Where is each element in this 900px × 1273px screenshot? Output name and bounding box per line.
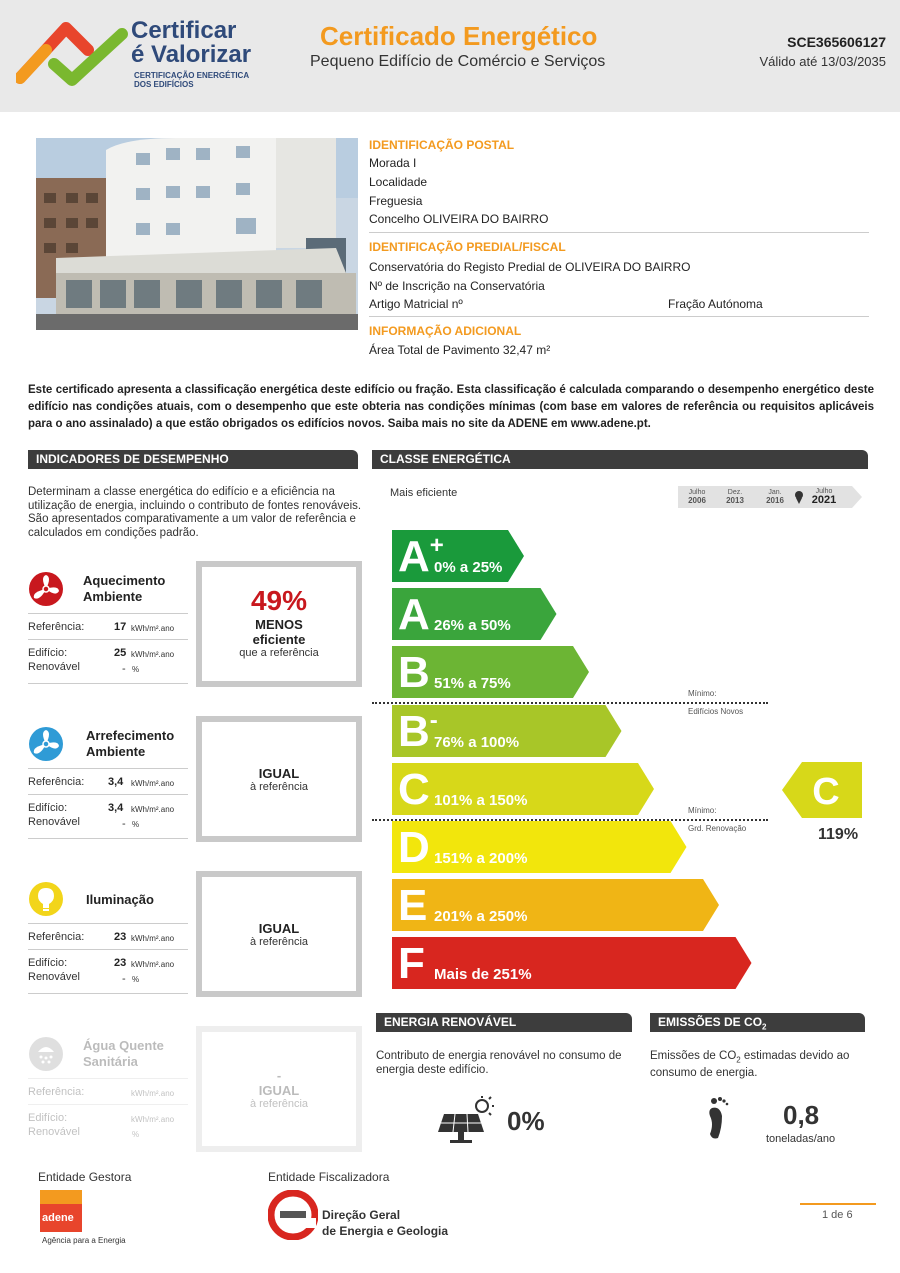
heating-ref-value: 17: [114, 621, 127, 633]
footprint-icon: [704, 1094, 734, 1142]
heating-ref-unit: kWh/m².ano: [131, 624, 175, 633]
hot-water-cmp-sub: à referência: [249, 1098, 309, 1110]
logo-title-line1: Certificar: [131, 17, 237, 44]
heating-cmp-t1: MENOS: [255, 617, 303, 632]
cooling-ref-value: 3,4: [108, 776, 124, 788]
renovavel-desc: Contributo de energia renovável no consumo de energia deste edifício.: [376, 1050, 622, 1076]
cooling-name1: Arrefecimento: [86, 728, 175, 743]
class-letter: A+: [398, 532, 444, 581]
class-range: 151% a 200%: [434, 850, 528, 867]
class-letter-sup: +: [429, 532, 444, 559]
mais-eficiente-label: Mais eficiente: [390, 487, 458, 499]
page-subtitle: Pequeno Edifício de Comércio e Serviços: [310, 53, 606, 70]
energy-class-arrow: [392, 705, 622, 757]
heating-renov-unit: %: [132, 665, 140, 674]
predial-artigo: Artigo Matricial nº: [369, 297, 463, 311]
class-range: 201% a 250%: [434, 908, 528, 926]
cooling-cmp-t1: IGUAL: [258, 766, 300, 781]
divider: [28, 993, 188, 994]
postal-localidade: Localidade: [369, 175, 428, 189]
lighting-edif-label: Edifício:: [28, 957, 68, 969]
adene-logo-text: adene: [42, 1212, 74, 1224]
indicator-lighting: [28, 873, 188, 995]
logo-subtitle-1: CERTIFICAÇÃO ENERGÉTICA: [134, 71, 250, 80]
indicator-heating: [28, 563, 188, 685]
dgeg-name-1: Direção Geral: [322, 1208, 401, 1222]
renovavel-heading: ENERGIA RENOVÁVEL: [376, 1013, 632, 1032]
hot-water-cmp-dash: -: [276, 1068, 282, 1083]
heating-name2: Ambiente: [83, 589, 143, 604]
class-range: 26% a 50%: [434, 617, 511, 635]
hot-water-edif-unit: kWh/m².ano: [131, 1115, 175, 1124]
divider: [28, 639, 188, 640]
hot-water-name1: Água Quente: [83, 1038, 164, 1053]
divider: [28, 794, 188, 795]
class-letter: B-: [398, 706, 438, 756]
postal-heading: IDENTIFICAÇÃO POSTAL: [369, 138, 515, 152]
co2-heading: EMISSÕES DE $CO_2$: [650, 1013, 865, 1032]
lighting-edif-value: 23: [114, 957, 127, 969]
cooling-ref-unit: kWh/m².ano: [131, 779, 175, 788]
cooling-name2: Ambiente: [86, 744, 146, 759]
class-range: 51% a 75%: [434, 675, 511, 693]
predial-heading: IDENTIFICAÇÃO PREDIAL/FISCAL: [369, 240, 566, 254]
logo-subtitle-2: DOS EDIFÍCIOS: [134, 80, 194, 89]
fiscal-label: Entidade Fiscalizadora: [268, 1170, 390, 1184]
min-novos-line: [372, 702, 768, 704]
min-novos-text: Edifícios Novos: [688, 707, 744, 716]
class-range: 0% a 25%: [434, 559, 503, 576]
energy-class-arrow: [392, 530, 524, 582]
result-class-arrow: [782, 762, 862, 818]
lighting-renov-value: -: [122, 973, 126, 985]
indicators-heading: INDICADORES DE DESEMPENHO: [28, 450, 358, 469]
class-range: Mais de 251%: [434, 966, 532, 984]
energy-class-arrow: [392, 821, 687, 873]
page-title: Certificado Energético: [320, 21, 598, 51]
class-letter: B: [398, 648, 430, 698]
hot-water-cmp-t1: IGUAL: [258, 1083, 300, 1098]
year-2013: Dez. 2013: [726, 489, 744, 505]
hot-water-comparison: [196, 1026, 362, 1152]
lighting-edif-unit: kWh/m².ano: [131, 960, 175, 969]
lighting-cmp-sub: à referência: [249, 936, 309, 948]
hot-water-edif-label: Edifício:: [28, 1112, 68, 1124]
cooling-renov-unit: %: [132, 820, 140, 829]
solar-panel-icon: [438, 1096, 500, 1144]
class-letter: A: [398, 590, 430, 640]
divider: [28, 1078, 188, 1079]
divider: [28, 613, 188, 614]
min-renov-label: Mínimo:: [688, 806, 717, 815]
lighting-ref-unit: kWh/m².ano: [131, 934, 175, 943]
heating-cmp-sub: que a referência: [239, 647, 319, 659]
certificate-id: SCE365606127: [787, 34, 886, 50]
postal-freguesia: Freguesia: [369, 194, 423, 208]
divider: [28, 1104, 188, 1105]
energy-class-arrow: [392, 588, 557, 640]
valid-until: Válido até 13/03/2035: [759, 54, 886, 69]
cooling-renov-value: -: [122, 818, 126, 830]
logo-title-line2: é Valorizar: [131, 41, 252, 68]
hot-water-ref-label: Referência:: [28, 1086, 85, 1098]
shower-icon: [28, 1036, 64, 1072]
hot-water-name2: Sanitária: [83, 1054, 138, 1069]
page-number-line: [800, 1203, 876, 1205]
lighting-name1: Iluminação: [86, 892, 154, 907]
pin-icon: [794, 490, 804, 504]
class-letter: E: [398, 881, 428, 931]
cooling-edif-label: Edifício:: [28, 802, 68, 814]
class-range: 101% a 150%: [434, 791, 528, 809]
heating-cmp-percent: 49%: [250, 585, 308, 616]
postal-morada: Morada I: [369, 156, 417, 170]
year-2021: Julho 2021: [811, 488, 837, 506]
heating-renov-label: Renovável: [28, 661, 80, 673]
heating-edif-unit: kWh/m².ano: [131, 650, 175, 659]
divider: [369, 316, 869, 317]
energy-class-arrow: [392, 879, 719, 931]
class-letter: C: [398, 764, 430, 814]
intro-text: Este certificado apresenta a classificação energética deste edifício ou fração. Esta classificação é calculada comparando o desempenho energético deste edifício nas condições atuais, com o desempenho que este obteria nas condições mínimas (com base em valores de referência ou requisitos aplicáveis para o ano assinalado) a que estão obrigados os edifícios novos. Saiba mais no site da ADENE em www.adene.pt.: [28, 384, 874, 430]
building-photo: [36, 138, 358, 330]
hot-water-ref-unit: kWh/m².ano: [131, 1089, 175, 1098]
certificar-logo-icon: [16, 20, 128, 86]
indicator-hot-water: [28, 1028, 188, 1150]
cooling-edif-value: 3,4: [108, 802, 124, 814]
lighting-comparison: [196, 871, 362, 997]
heating-cmp-t2: eficiente: [252, 632, 306, 647]
year-selector: [678, 486, 862, 508]
min-renov-line: [372, 819, 768, 821]
lighting-renov-unit: %: [132, 975, 140, 984]
divider: [28, 838, 188, 839]
fan-cooling-icon: [28, 726, 64, 762]
lighting-cmp-t1: IGUAL: [258, 921, 300, 936]
divider: [28, 923, 188, 924]
divider: [28, 683, 188, 684]
energy-class-arrow: [392, 763, 654, 815]
heating-name1: Aquecimento: [83, 573, 166, 588]
class-letter: F: [398, 939, 425, 989]
predial-conservatoria: Conservatória do Registo Predial de OLIVEIRA DO BAIRRO: [369, 260, 691, 274]
renovavel-value: 0%: [507, 1106, 545, 1136]
result-letter: C: [812, 771, 840, 813]
co2-unit: toneladas/ano: [766, 1133, 836, 1145]
adicional-area: Área Total de Pavimento 32,47 m²: [369, 343, 551, 357]
result-percent: 119%: [818, 826, 859, 843]
indicators-description: Determinam a classe energética do edifício e a eficiência na utilização de energia, incluindo o contributo de fontes renováveis. São apresentados comparativamente a um valor de referência e calculados em condições padrão.: [28, 486, 362, 539]
lighting-ref-value: 23: [114, 931, 127, 943]
heating-renov-value: -: [122, 663, 126, 675]
min-renov-text: Grd. Renovação: [688, 824, 747, 833]
heating-edif-value: 25: [114, 647, 127, 659]
hot-water-renov-label: Renovável: [28, 1126, 80, 1138]
energy-class-arrow: [392, 937, 752, 989]
divider: [28, 768, 188, 769]
cooling-comparison: [196, 716, 362, 842]
energy-class-arrow: [392, 646, 589, 698]
co2-value: 0,8: [783, 1100, 820, 1130]
lighting-renov-label: Renovável: [28, 971, 80, 983]
indicator-cooling: [28, 718, 188, 840]
adicional-heading: INFORMAÇÃO ADICIONAL: [369, 324, 522, 338]
heating-edif-label: Edifício:: [28, 647, 68, 659]
fan-heating-icon: [28, 571, 64, 607]
hot-water-renov-unit: %: [132, 1130, 140, 1139]
divider: [369, 232, 869, 233]
co2-desc: Emissões de $CO_2$ estimadas devido ao consumo de energia.: [650, 1050, 850, 1079]
dgeg-logo-icon: [268, 1190, 318, 1240]
heating-ref-label: Referência:: [28, 621, 85, 633]
class-letter-sup: -: [429, 706, 438, 734]
classe-heading: CLASSE ENERGÉTICA: [372, 450, 868, 469]
dgeg-name-2: de Energia e Geologia: [322, 1224, 449, 1238]
year-2006: Julho 2006: [688, 489, 706, 505]
heating-comparison: [196, 561, 362, 687]
min-novos-label: Mínimo:: [688, 689, 717, 698]
divider: [28, 949, 188, 950]
adene-subtitle: Agência para a Energia: [42, 1236, 126, 1245]
postal-concelho: Concelho OLIVEIRA DO BAIRRO: [369, 212, 549, 226]
year-2016: Jan. 2016: [766, 489, 784, 505]
page-number: 1 de 6: [822, 1209, 853, 1221]
lighting-ref-label: Referência:: [28, 931, 85, 943]
cooling-cmp-sub: à referência: [249, 781, 309, 793]
gestora-label: Entidade Gestora: [38, 1170, 132, 1184]
class-letter: D: [398, 823, 430, 872]
class-range: 76% a 100%: [434, 733, 520, 751]
cooling-renov-label: Renovável: [28, 816, 80, 828]
adene-logo: [40, 1190, 82, 1232]
predial-fracao: Fração Autónoma: [668, 297, 763, 311]
bulb-icon: [28, 881, 64, 917]
cooling-edif-unit: kWh/m².ano: [131, 805, 175, 814]
predial-inscricao: Nº de Inscrição na Conservatória: [369, 279, 545, 293]
cooling-ref-label: Referência:: [28, 776, 85, 788]
